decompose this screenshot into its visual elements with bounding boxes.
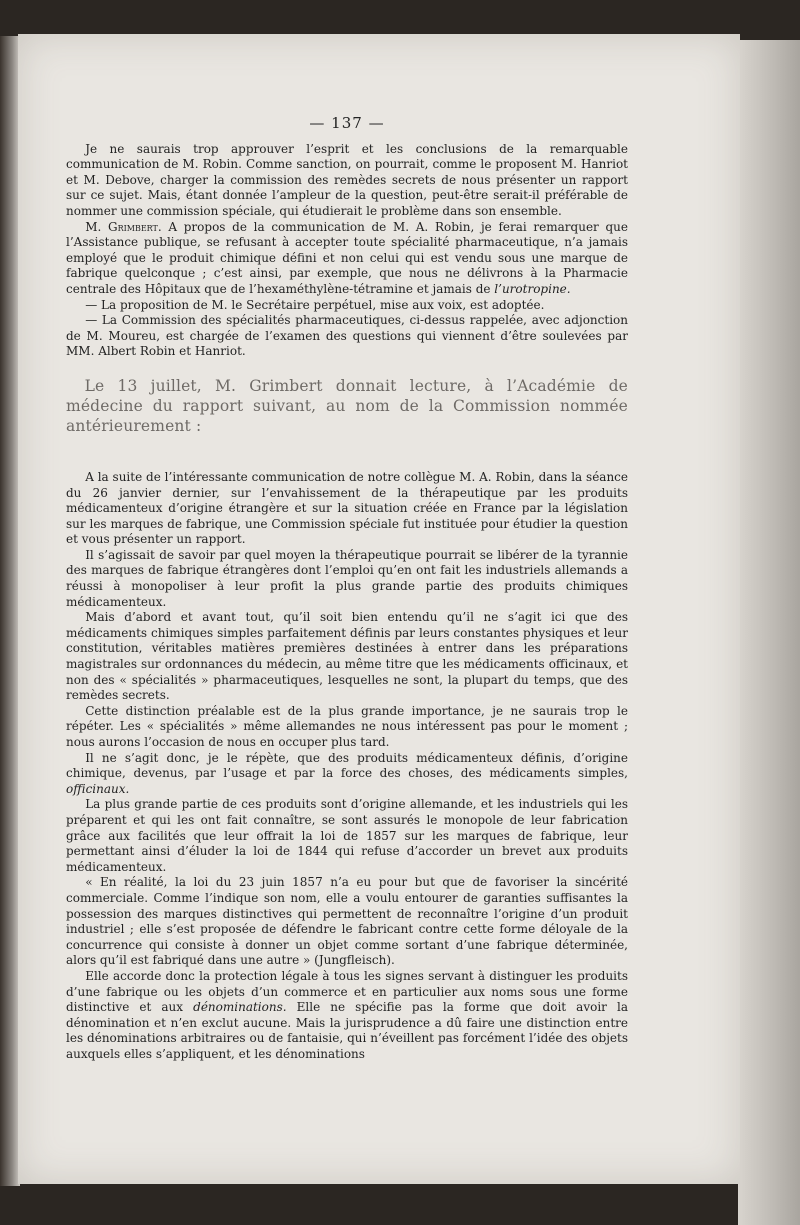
paragraph: Mais d’abord et avant tout, qu’il soit bien entendu qu’il ne s’agit ici que des médicaments chimiques simples parfaitement définis par leurs constantes physiques et leur constitution, véritables matières premières destinées à entrer dans les préparations magistrales sur ordonnances du médecin, au même titre que les médicaments officinaux, et non des « spécialités » pharmaceutiques, lesquelles ne sont, la plupart du temps, que des remèdes secrets.	[66, 610, 628, 703]
page-number: — 137 —	[309, 114, 385, 132]
paragraph: Cette distinction préalable est de la plus grande importance, je ne saurais trop le répéter. Les « spécialités » même allemandes ne nous intéressent pas pour le moment ; nous aurons l’occasion de nous en occuper plus tard.	[66, 703, 628, 749]
paragraph: — La Commission des spécialités pharmaceutiques, ci-dessus rappelée, avec adjonction de M. Moureu, est chargée de l’examen des questions qui viennent d’être soulevées par MM. Albert Robin et Hanriot.	[66, 313, 628, 359]
section-heading: Le 13 juillet, M. Grimbert donnait lecture, à l’Académie de médecine du rapport suivant, au nom de la Commission nommée antérieurement :	[66, 376, 628, 435]
paragraph-text: A propos de la communication de M. A. Robin, je ferai remarquer que l’Assistance publique, se refusant à accepter toute spécialité pharmaceutique, n’a jamais employé que le produit chimique défini et non celui qui est vendu sous une marque de fabrique quelconque ; c’est ainsi, par exemple, que nous ne délivrons à la Pharmacie centrale des Hôpitaux que de l’hexaméthylène-tétramine et jamais de	[66, 219, 628, 296]
book-gutter	[0, 36, 20, 1186]
paragraph-text: Elle accorde donc la protection légale à tous les signes servant à distinguer les produits d’une fabrique ou les objets d’un commerce et en particulier aux noms sous une forme distinctive et aux	[66, 968, 628, 1015]
paragraph: Il s’agissait de savoir par quel moyen la thérapeutique pourrait se libérer de la tyrannie des marques de fabrique étrangères dont l’emploi qu’en ont fait les industriels allemands a réussi à monopoliser à leur profit la plus grande partie des produits chimiques médicamenteux.	[66, 547, 628, 609]
paragraph: A la suite de l’intéressante communication de notre collègue M. A. Robin, dans la séance du 26 janvier dernier, sur l’envahissement de la thérapeutique par les produits médicamenteux d’origine étrangère et sur la situation créée en France par la législation sur les marques de fabrique, une Commission spéciale fut instituée pour étudier la question et vous présenter un rapport.	[66, 469, 628, 547]
paragraph	[66, 751, 628, 798]
speaker-name: M. Grimbert.	[85, 219, 162, 234]
paragraph: — La proposition de M. le Secrétaire perpétuel, mise aux voix, est adoptée.	[85, 297, 545, 312]
italic-term: officinaux.	[66, 781, 130, 796]
paragraph-text: Elle ne spécifie pas la forme que doit avoir la dénomination et n’en exclut aucune. Mais la jurisprudence a dû faire une distinction entre les dénominations arbitraires ou de fantaisie, qui n’éveillent pas forcément l’idée des objets auxquels elles s’appliquent, et les dénominations	[66, 1000, 628, 1061]
paragraph: Je ne saurais trop approuver l’esprit et les conclusions de la remarquable communication de M. Robin. Comme sanction, on pourrait, comme le proposent M. Hanriot et M. Debove, charger la commission des remèdes secrets de nous présenter un rapport sur ce sujet. Mais, étant donnée l’ampleur de la question, peut-être serait-il préférable de nommer une commission spéciale, qui étudierait le problème dans son ensemble.	[66, 141, 628, 218]
italic-term: dénominations.	[193, 1000, 287, 1015]
italic-term: l’urotropine.	[494, 281, 571, 296]
page-content	[66, 116, 628, 1062]
page-stack-edge	[738, 40, 800, 1225]
paragraph-text: Il ne s’agit donc, je le répète, que des produits médicamenteux définis, d’origine chimique, devenus, par l’usage et par la force des choses, des médicaments simples,	[66, 750, 628, 781]
paragraph	[66, 969, 628, 1063]
paragraph: « En réalité, la loi du 23 juin 1857 n’a eu pour but que de favoriser la sincérité commerciale. Comme l’indique son nom, elle a voulu entourer de garanties suffisantes la possession des marques distinctives qui permettent de reconnaître l’origine d’un produit industriel ; elle s’est proposée de défendre le fabricant contre cette forme déloyale de la concurrence qui consiste à donner un objet comme sortant d’une fabrique déterminée, alors qu’il est fabriqué dans une autre » (Jungfleisch).	[66, 875, 628, 968]
paragraph: La plus grande partie de ces produits sont d’origine allemande, et les industriels qui les préparent et qui les ont fait connaître, se sont assurés le monopole de leur fabrication grâce aux facilités que leur offrait la loi de 1857 sur les marques de fabrique, leur permettant ainsi d’éluder la loi de 1844 qui refuse d’accorder un brevet aux produits médicamenteux.	[66, 797, 628, 874]
paragraph	[66, 220, 628, 298]
